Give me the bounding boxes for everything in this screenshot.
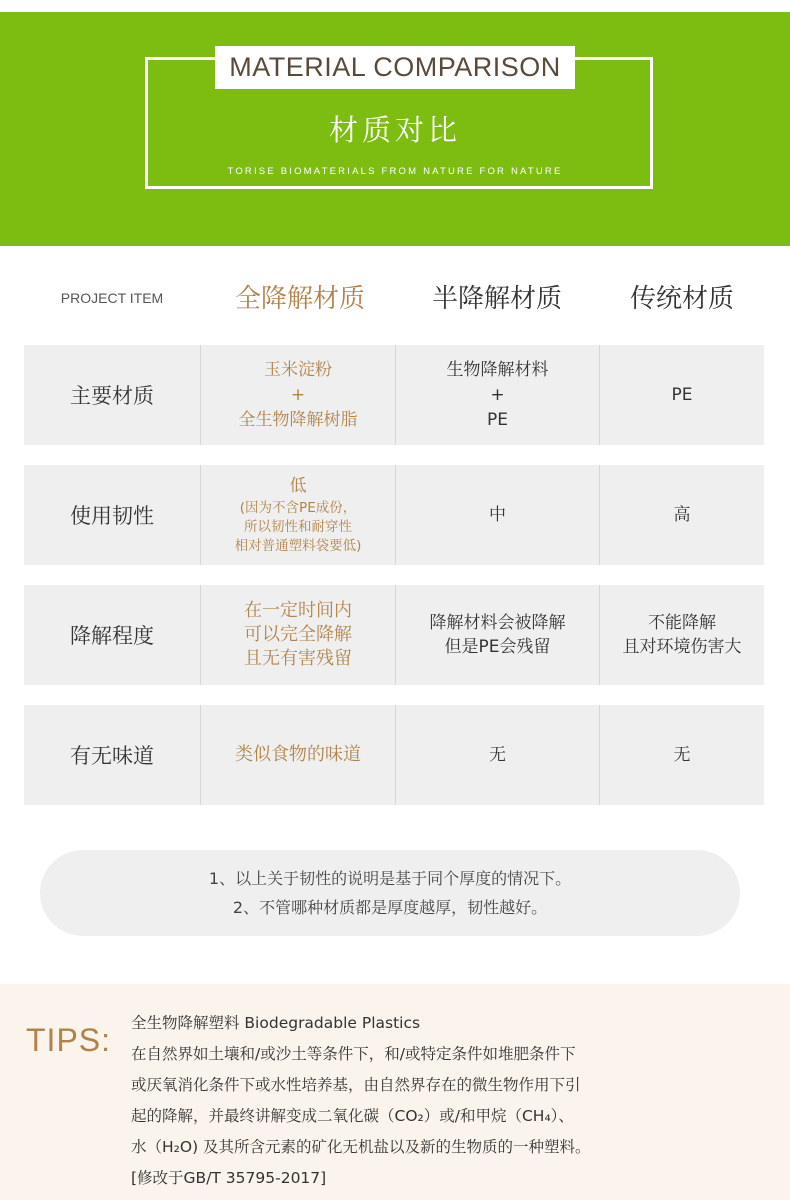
cell-full-degradable	[200, 705, 395, 805]
cell-traditional	[599, 585, 764, 685]
cell-line: 全生物降解树脂	[238, 409, 358, 430]
tips-line: 水（H₂O) 及其所含元素的矿化无机盐以及新的生物质的一种塑料。	[131, 1138, 591, 1156]
cell-line: 且无有害残留	[244, 648, 352, 669]
cell-line: 且对环境伤害大	[622, 637, 742, 657]
cell-semi-degradable	[395, 465, 599, 565]
cell-line: PE	[671, 384, 693, 405]
cell-line: 高	[673, 504, 691, 525]
cell-line: +	[290, 384, 306, 405]
cell-line: PE	[487, 409, 508, 430]
cell-full-degradable	[200, 345, 395, 445]
cell-traditional	[599, 465, 764, 565]
header-banner	[0, 12, 790, 246]
cell-note-line: (因为不含PE成份，	[239, 500, 357, 516]
tips-title: TIPS:	[26, 1022, 112, 1058]
cell-line: 降解材料会被降解	[429, 613, 566, 633]
header-semi-degradable: 半降解材质	[431, 284, 562, 314]
cell-line: 但是PE会残留	[444, 637, 551, 657]
tips-line: 起的降解，并最终讲解变成二氧化碳（CO₂）或/和甲烷（CH₄）、	[131, 1107, 574, 1125]
cell-line: 类似食物的味道	[235, 744, 361, 765]
banner-tagline: TORISE BIOMATERIALS FROM NATURE FOR NATURE	[227, 166, 563, 177]
header-project-item: PROJECT ITEM	[60, 290, 164, 306]
table-row-odor	[24, 705, 764, 805]
banner-title-en-wrap	[218, 44, 572, 90]
tips-line: 在自然界如土壤和/或沙土等条件下，和/或特定条件如堆肥条件下	[131, 1045, 576, 1063]
tips-body	[131, 1008, 691, 1194]
cell-semi-degradable	[395, 345, 599, 445]
cell-line: +	[490, 384, 505, 405]
header-traditional: 传统材质	[629, 284, 734, 314]
tips-line: 全生物降解塑料 Biodegradable Plastics	[131, 1014, 421, 1032]
banner-title-cn: 材质对比	[328, 113, 461, 147]
note-line: 2、不管哪种材质都是厚度越厚，韧性越好。	[232, 898, 548, 917]
cell-line: 不能降解	[648, 613, 716, 633]
row-label: 有无味道	[70, 744, 154, 768]
row-label: 使用韧性	[70, 504, 154, 528]
cell-full-degradable	[200, 585, 395, 685]
cell-note-line: 相对普通塑料袋要低)	[234, 538, 362, 554]
cell-traditional	[599, 705, 764, 805]
table-row-main-material	[24, 345, 764, 445]
table-header	[0, 272, 790, 322]
cell-line: 无	[489, 744, 506, 765]
cell-line: 可以完全降解	[244, 624, 352, 645]
cell-note-line: 所以韧性和耐穿性	[244, 519, 352, 535]
header-full-degradable: 全降解材质	[234, 284, 365, 314]
notes-box	[40, 850, 740, 936]
cell-traditional	[599, 345, 764, 445]
cell-semi-degradable	[395, 585, 599, 685]
cell-line: 生物降解材料	[446, 359, 549, 380]
cell-semi-degradable	[395, 705, 599, 805]
note-line: 1、以上关于韧性的说明是基于同个厚度的情况下。	[208, 869, 572, 888]
banner-title-en: MATERIAL COMPARISON	[215, 46, 575, 89]
cell-line: 低	[289, 476, 307, 496]
table-row-toughness	[24, 465, 764, 565]
row-label: 降解程度	[70, 624, 154, 648]
tips-line: 或厌氧消化条件下或水性培养基，由自然界存在的微生物作用下引	[131, 1076, 581, 1094]
cell-line: 在一定时间内	[244, 600, 352, 621]
row-label: 主要材质	[70, 384, 154, 408]
cell-line: 中	[489, 504, 506, 525]
cell-full-degradable	[200, 465, 395, 565]
cell-line: 玉米淀粉	[264, 359, 332, 380]
cell-line: 无	[673, 744, 691, 765]
table-row-degradation	[24, 585, 764, 685]
tips-section	[0, 984, 790, 1200]
tips-line: [修改于GB/T 35795-2017]	[131, 1169, 327, 1187]
